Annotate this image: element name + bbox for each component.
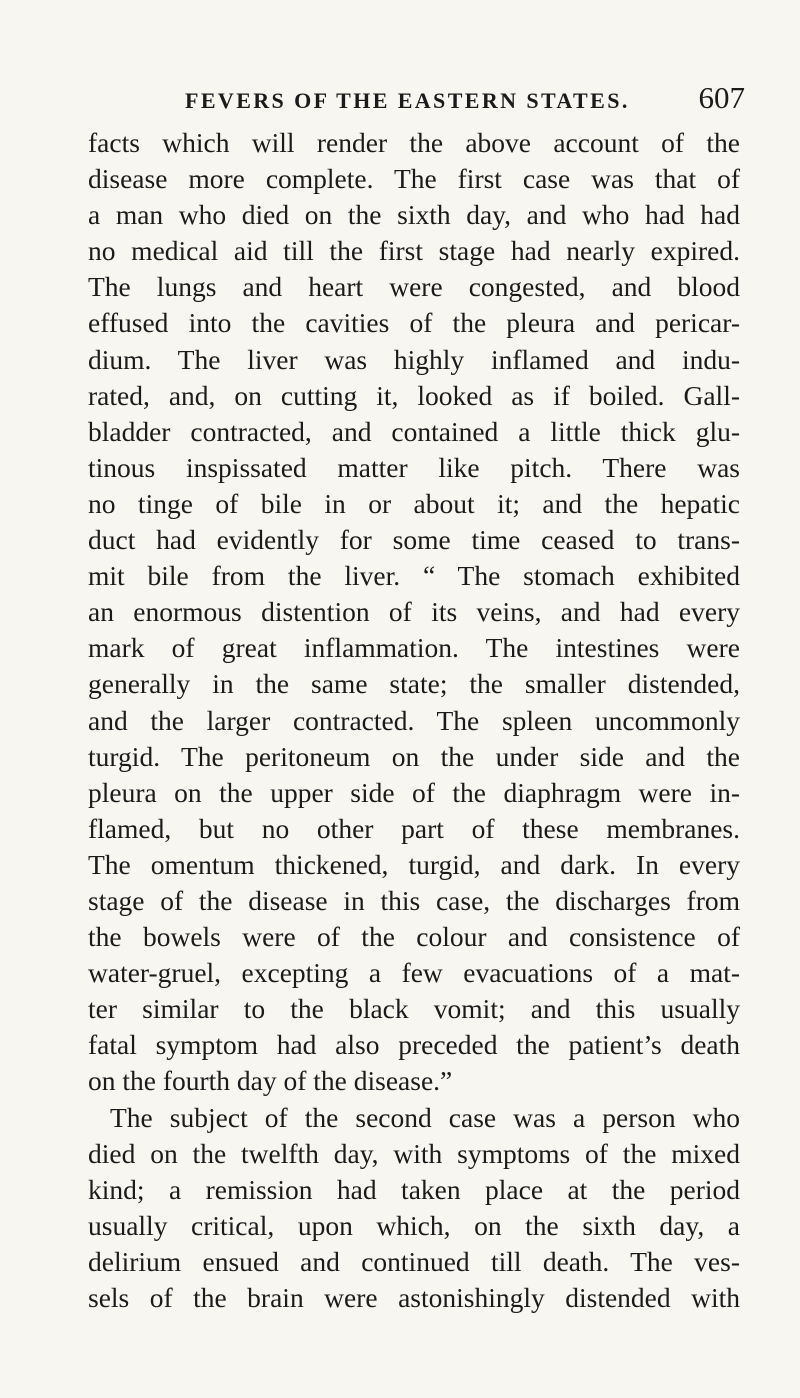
body-text: [88, 125, 740, 1316]
paragraph-end-line: on the fourth day of the disease.”: [88, 1065, 453, 1097]
paragraph-start-line: The subject of the second case was a person who: [110, 1101, 740, 1133]
text-line: no medical aid till the first stage had nearly expired.: [88, 235, 740, 267]
running-title: FEVERS OF THE EASTERN STATES.: [185, 88, 630, 113]
text-line: effused into the cavities of the pleura and pericar-: [88, 307, 740, 339]
text-line: a man who died on the sixth day, and who had had: [88, 199, 740, 231]
text-line: the bowels were of the colour and consistence of: [88, 921, 740, 953]
text-line: fatal symptom had also preceded the patient’s death: [88, 1029, 740, 1061]
text-line: generally in the same state; the smaller distended,: [88, 668, 740, 700]
text-line: ter similar to the black vomit; and this usually: [88, 993, 740, 1025]
text-line: dium. The liver was highly inflamed and indu-: [88, 343, 740, 375]
page-number: 607: [698, 80, 745, 115]
text-line: and the larger contracted. The spleen uncommonly: [88, 704, 740, 736]
text-line: The omentum thickened, turgid, and dark. In every: [88, 848, 740, 880]
text-line: facts which will render the above account of the: [88, 127, 740, 158]
text-line: usually critical, upon which, on the sixth day, a: [88, 1209, 740, 1241]
text-line: kind; a remission had taken place at the period: [88, 1173, 740, 1205]
text-line: The lungs and heart were congested, and blood: [88, 271, 740, 303]
text-line: mark of great inflammation. The intestines were: [88, 632, 740, 664]
text-line: delirium ensued and continued till death. The ves-: [88, 1245, 740, 1277]
text-line: mit bile from the liver. “ The stomach exhibited: [88, 560, 740, 592]
text-line: rated, and, on cutting it, looked as if boiled. Gall-: [88, 379, 740, 411]
text-line: turgid. The peritoneum on the under side and the: [88, 740, 740, 772]
text-line: disease more complete. The first case was that of: [88, 163, 740, 195]
text-line: no tinge of bile in or about it; and the hepatic: [88, 487, 740, 519]
text-line: flamed, but no other part of these membranes.: [88, 812, 740, 844]
text-line: bladder contracted, and contained a little thick glu-: [88, 415, 740, 447]
text-line: water-gruel, excepting a few evacuations of a mat-: [88, 957, 740, 989]
text-line: tinous inspissated matter like pitch. There was: [88, 451, 740, 483]
text-line: stage of the disease in this case, the discharges from: [88, 884, 740, 916]
text-line: died on the twelfth day, with symptoms of the mixed: [88, 1137, 740, 1169]
text-line: duct had evidently for some time ceased to trans-: [88, 524, 740, 556]
text-line: pleura on the upper side of the diaphragm were in-: [88, 776, 740, 808]
running-head: [185, 80, 745, 120]
text-line: an enormous distention of its veins, and had every: [88, 596, 740, 628]
text-line: sels of the brain were astonishingly distended with: [88, 1282, 740, 1313]
